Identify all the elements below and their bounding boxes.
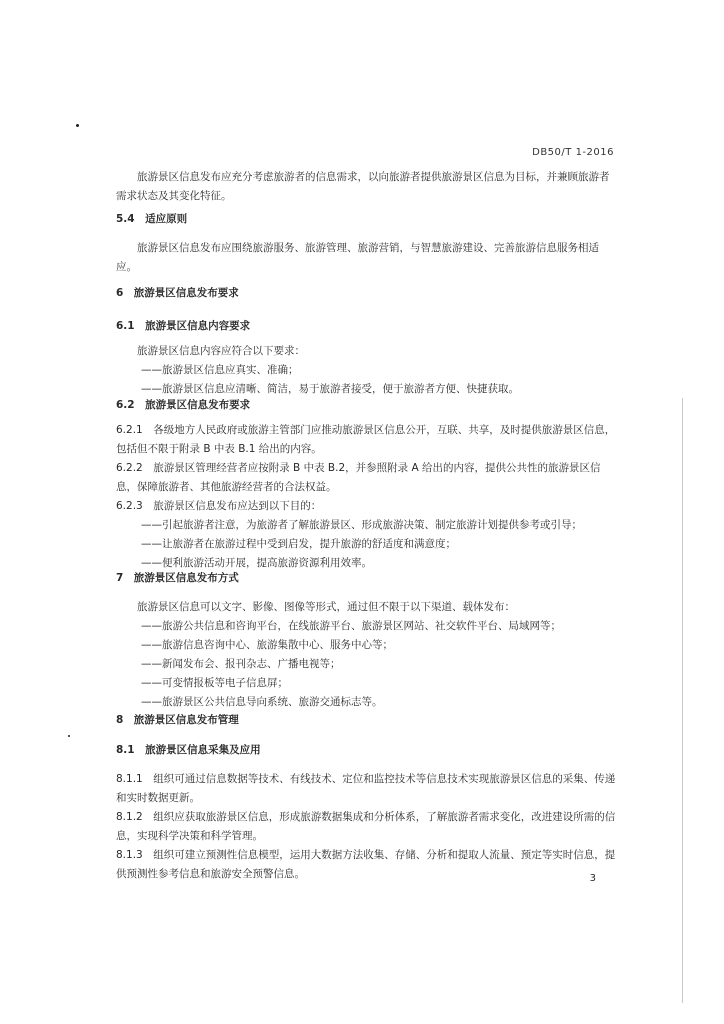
clause: 6.2.3 旅游景区信息发布应达到以下目的： [116, 500, 322, 512]
list-item: ——旅游景区信息应真实、准确； [141, 364, 299, 376]
list-item: ——旅游景区信息应清晰、简洁，易于旅游者接受，便于旅游者方便、快捷获取。 [141, 383, 519, 395]
section-8-1 [116, 741, 616, 884]
standard-number: DB50/T 1-2016 [532, 147, 614, 158]
scan-speck [68, 735, 70, 737]
page-number: 3 [589, 873, 596, 884]
list-item: ——旅游信息咨询中心、旅游集散中心、服务中心等； [141, 639, 393, 651]
clause: 8.1.1 组织可通过信息数据等技术、有线技术、定位和监控技术等信息技术实现旅游景区信息的采集、传递和实时数据更新。 [116, 773, 616, 804]
section-8 [116, 711, 616, 730]
paragraph: 旅游景区信息可以文字、影像、图像等形式，通过但不限于以下渠道、载体发布： [137, 601, 515, 613]
paragraph: 旅游景区信息发布应充分考虑旅游者的信息需求，以向旅游者提供旅游景区信息为目标，并兼顾旅游者需求状态及其变化特征。 [116, 171, 610, 202]
section-6 [116, 284, 616, 303]
clause: 6.2.1 各级地方人民政府或旅游主管部门应推动旅游景区信息公开，互联、共享，及时提供旅游景区信息，包括但不限于附录 B 中表 B.1 给出的内容。 [116, 424, 616, 455]
list-item: ——旅游公共信息和咨询平台，在线旅游平台、旅游景区网站、社交软件平台、局域网等； [141, 620, 561, 632]
section-heading: 6.1 旅游景区信息内容要求 [116, 320, 251, 332]
clause: 6.2.2 旅游景区管理经营者应按附录 B 中表 B.2，并参照附录 A 给出的内容，提供公共性的旅游景区信息，保障旅游者、其他旅游经营者的合法权益。 [116, 462, 601, 493]
clause: 8.1.3 组织可建立预测性信息模型，运用大数据方法收集、存储、分析和提取人流量、预定等实时信息，提供预测性参考信息和旅游安全预警信息。 [116, 849, 616, 880]
paragraph: 旅游景区信息内容应符合以下要求： [137, 345, 305, 357]
list-item: ——让旅游者在旅游过程中受到启发，提升旅游的舒适度和满意度； [141, 538, 456, 550]
section-heading: 5.4 适应原则 [116, 213, 188, 225]
scan-speck [76, 124, 79, 127]
section-heading: 8.1 旅游景区信息采集及应用 [116, 744, 261, 756]
clause: 8.1.2 组织应获取旅游景区信息，形成旅游数据集成和分析体系，了解旅游者需求变化，改进建设所需的信息，实现科学决策和科学管理。 [116, 811, 616, 842]
list-item: ——旅游景区公共信息导向系统、旅游交通标志等。 [141, 696, 383, 708]
scan-edge-line [682, 398, 683, 1003]
list-item: ——可变情报板等电子信息屏； [141, 677, 288, 689]
paragraph: 旅游景区信息发布应围绕旅游服务、旅游管理、旅游营销，与智慧旅游建设、完善旅游信息服务相适应。 [116, 242, 599, 273]
section-6-1 [116, 317, 616, 399]
section-7 [116, 569, 616, 712]
section-6-2 [116, 396, 616, 573]
section-5-4 [116, 210, 616, 277]
list-item: ——引起旅游者注意，为旅游者了解旅游景区、形成旅游决策、制定旅游计划提供参考或引导； [141, 519, 582, 531]
chapter-heading: 8 旅游景区信息发布管理 [116, 714, 239, 726]
section-heading: 6.2 旅游景区信息发布要求 [116, 399, 251, 411]
section-intro [116, 168, 616, 206]
chapter-heading: 6 旅游景区信息发布要求 [116, 287, 239, 299]
chapter-heading: 7 旅游景区信息发布方式 [116, 572, 239, 584]
list-item: ——新闻发布会、报刊杂志、广播电视等； [141, 658, 341, 670]
list-item: ——便利旅游活动开展，提高旅游资源利用效率。 [141, 557, 372, 569]
